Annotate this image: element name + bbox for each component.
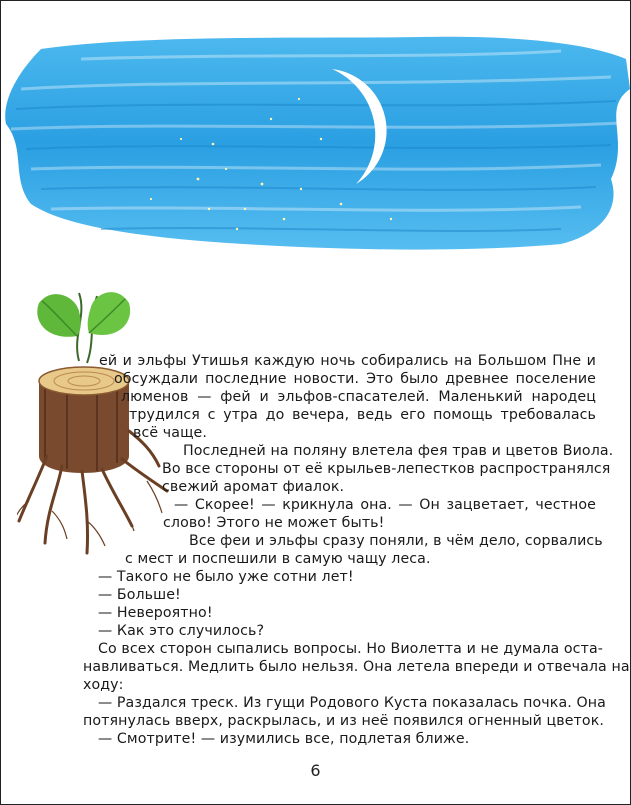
story-line: потянулась вверх, раскрылась, и из неё появился огненный цветок. <box>83 713 604 729</box>
story-line: навливаться. Медлить было нельзя. Она летела впереди и отвечала на <box>83 659 630 675</box>
story-line: — Такого не было уже сотни лет! <box>98 569 354 585</box>
story-line: обсуждали последние новости. Это было древнее поселение <box>114 371 596 387</box>
story-line: — Как это случилось? <box>98 623 265 639</box>
story-line: с мест и поспешили в самую чащу леса. <box>125 551 431 567</box>
story-line: Последней на поляну влетела фея трав и цветов Виола. <box>183 443 614 459</box>
story-line: ходу: <box>83 677 124 693</box>
story-line: Во все стороны от её крыльев-лепестков распространялся <box>162 461 611 477</box>
story-line: всё чаще. <box>133 425 207 441</box>
story-line: свежий аромат фиалок. <box>162 479 345 495</box>
story-line: трудился с утра до вечера, ведь его помощь требовалась <box>129 407 596 423</box>
night-sky-illustration <box>1 29 630 259</box>
story-line: Со всех сторон сыпались вопросы. Но Виолетта и не думала оста- <box>98 641 603 657</box>
story-line: — Раздался треск. Из гущи Родового Куста показалась почка. Она <box>98 695 606 711</box>
story-line: слово! Этого не может быть! <box>163 515 385 531</box>
story-line: люменов — фей и эльфов-спасателей. Маленький народец <box>121 389 596 405</box>
story-line: ей и эльфы Утишья каждую ночь собирались на Большом Пне и <box>99 353 596 369</box>
story-line: — Больше! <box>98 587 181 603</box>
story-line: — Смотрите! — изумились все, подлетая ближе. <box>98 731 470 747</box>
story-line: — Скорее! — крикнула она. — Он зацветает, честное <box>174 497 596 513</box>
page-number: 6 <box>310 761 321 780</box>
story-line: — Невероятно! <box>98 605 213 621</box>
story-line: Все феи и эльфы сразу поняли, в чём дело, сорвались <box>189 533 603 549</box>
